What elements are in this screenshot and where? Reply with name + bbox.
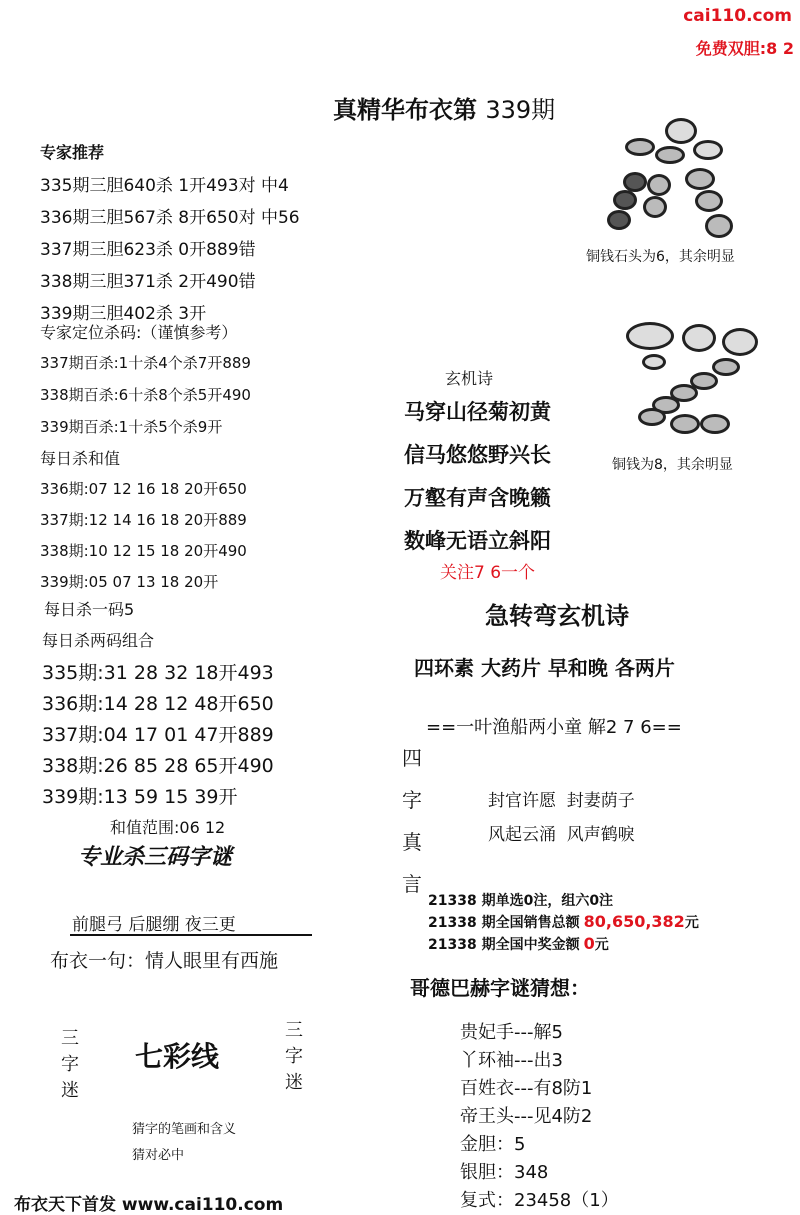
- poem-line: 马穿山径菊初黄: [404, 400, 551, 424]
- poem-line: 万壑有声含晚籁: [404, 486, 551, 510]
- hint-2: 猜对必中: [132, 1148, 185, 1163]
- poem-line: 信马悠悠野兴长: [404, 443, 551, 467]
- truth-line-2: 风起云涌 风声鹤唳: [488, 825, 635, 845]
- riddle-title: 专业杀三码字谜: [78, 844, 233, 870]
- kill-one: 每日杀一码5: [44, 600, 135, 619]
- lottery-row: [428, 934, 609, 954]
- poem-title: 玄机诗: [445, 369, 494, 388]
- sum-title: 每日杀和值: [40, 449, 121, 468]
- goedel-row: 贵妃手---解5: [460, 1022, 563, 1043]
- four-chars: 四 字 真 言: [402, 746, 422, 896]
- goedel-row: 百姓衣---有8防1: [460, 1078, 593, 1099]
- sum-range: 和值范围:06 12: [110, 818, 226, 837]
- poem-note: 关注7 6一个: [440, 563, 536, 583]
- goedel-row: 银胆：348: [460, 1162, 549, 1183]
- free-pick: 免费双胆:8 2: [695, 39, 794, 58]
- position-title: 专家定位杀码:（谨慎参考）: [40, 323, 238, 342]
- lottery-unit: 元: [684, 915, 699, 931]
- lottery-value: 0: [583, 934, 595, 953]
- truth-line-1: 封官许愿 封妻荫子: [488, 791, 635, 811]
- expert-row: 337期三胆623杀 0开889错: [40, 240, 256, 260]
- sum-row: 337期:12 14 16 18 20开889: [40, 511, 247, 529]
- riddle-underline: [70, 934, 312, 936]
- goedel-row: 丫环袖---出3: [460, 1050, 563, 1071]
- kill-two-title: 每日杀两码组合: [42, 631, 155, 650]
- goedel-row: 金胆：5: [460, 1134, 526, 1155]
- expert-title: 专家推荐: [40, 143, 105, 162]
- title-issue: 339期: [485, 96, 556, 124]
- lottery-label: 21338 期单选0注，组六0注: [428, 893, 614, 909]
- boat-line: ==一叶渔船两小童 解2 7 6==: [426, 717, 682, 738]
- sum-row: 338期:10 12 15 18 20开490: [40, 542, 247, 560]
- expert-row: 335期三胆640杀 1开493对 中4: [40, 176, 289, 196]
- lottery-label: 21338 期全国销售总额: [428, 915, 580, 931]
- kill-two-row: 338期:26 85 28 65开490: [42, 755, 274, 777]
- lottery-unit: 元: [594, 937, 609, 953]
- footer-site[interactable]: 布衣天下首发 www.cai110.com: [14, 1195, 284, 1215]
- coin-caption-1: 铜钱石头为6，其余明显: [586, 249, 735, 265]
- buyi-line: 布衣一句：情人眼里有西施: [50, 950, 279, 972]
- qicai-line: 七彩线: [135, 1040, 220, 1073]
- lottery-row: [428, 912, 699, 932]
- goedel-row: 复式：23458（1）: [460, 1190, 619, 1211]
- hint-1: 猜字的笔画和含义: [132, 1122, 237, 1137]
- expert-row: 338期三胆371杀 2开490错: [40, 272, 256, 292]
- title-text: 真精华布衣第: [333, 96, 477, 124]
- site-logo[interactable]: cai110.com: [683, 6, 792, 26]
- expert-row: 339期三胆402杀 3开: [40, 304, 207, 324]
- position-row: 339期百杀:1十杀5个杀9开: [40, 418, 223, 436]
- lottery-row: [428, 890, 613, 910]
- expert-row: 336期三胆567杀 8开650对 中56: [40, 208, 300, 228]
- position-row: 338期百杀:6十杀8个杀5开490: [40, 386, 251, 404]
- lottery-label: 21338 期全国中奖金额: [428, 937, 580, 953]
- sum-row: 336期:07 12 16 18 20开650: [40, 480, 247, 498]
- three-riddle-left: 三 字 迷: [61, 1028, 79, 1101]
- kill-two-row: 339期:13 59 15 39开: [42, 786, 238, 808]
- turn-line: 四环素 大药片 早和晚 各两片: [414, 656, 675, 680]
- three-riddle-right: 三 字 迷: [285, 1020, 303, 1093]
- kill-two-row: 337期:04 17 01 47开889: [42, 724, 274, 746]
- page-title: [333, 90, 555, 125]
- riddle-line: 前腿弓 后腿绷 夜三更: [72, 915, 236, 935]
- goedel-row: 帝王头---见4防2: [460, 1106, 593, 1127]
- coin-diagram-6: [595, 110, 775, 240]
- sum-row: 339期:05 07 13 18 20开: [40, 573, 219, 591]
- kill-two-row: 336期:14 28 12 48开650: [42, 693, 274, 715]
- kill-two-row: 335期:31 28 32 18开493: [42, 662, 274, 684]
- goedel-title: 哥德巴赫字谜猜想：: [410, 976, 590, 1000]
- poem-line: 数峰无语立斜阳: [404, 529, 551, 553]
- coin-caption-2: 铜钱为8，其余明显: [612, 457, 733, 473]
- position-row: 337期百杀:1十杀4个杀7开889: [40, 354, 251, 372]
- turn-title: 急转弯玄机诗: [485, 602, 629, 630]
- lottery-value: 80,650,382: [583, 912, 685, 931]
- coin-diagram-8: [612, 318, 792, 438]
